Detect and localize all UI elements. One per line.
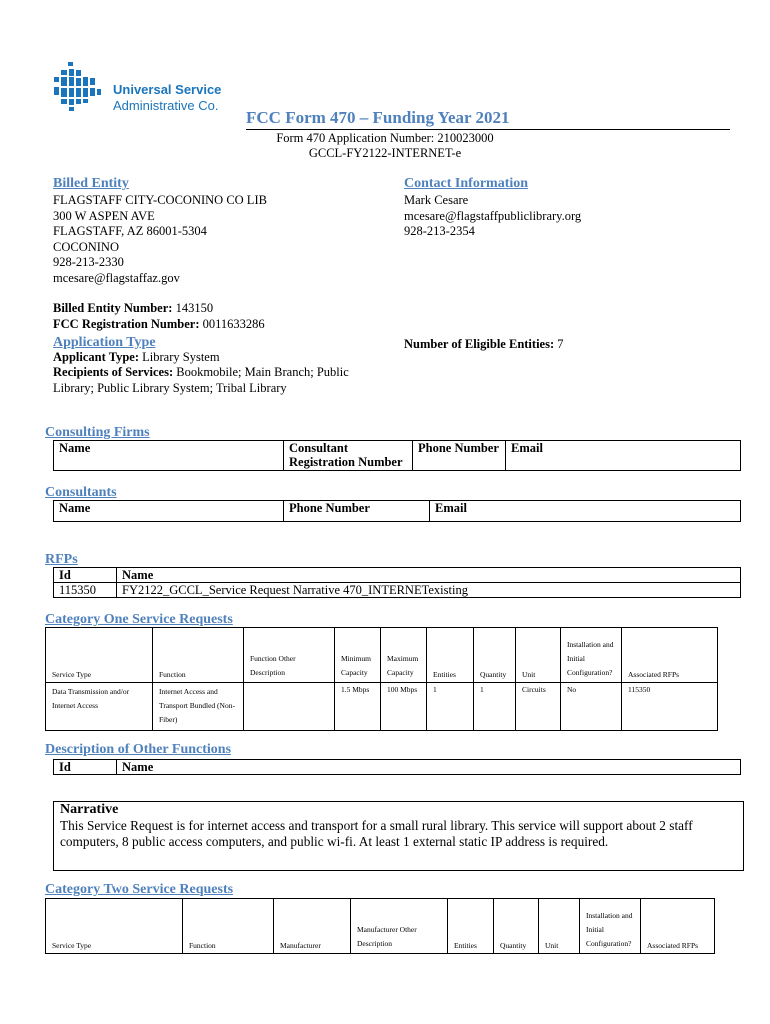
col-name: Name <box>54 501 284 522</box>
billed-entity-number-value: 143150 <box>175 301 214 315</box>
col-function: Function <box>153 628 244 683</box>
logo-line-1: Universal Service <box>113 82 222 97</box>
table-header-row <box>54 501 741 522</box>
installation-cell: No <box>561 683 622 731</box>
col-unit: Unit <box>539 899 580 954</box>
col-entities: Entities <box>448 899 494 954</box>
narrative-heading: Narrative <box>60 802 119 817</box>
billed-entity-address <box>53 193 267 286</box>
recipients-of-services <box>53 365 363 396</box>
col-name: Name <box>54 441 284 471</box>
billed-entity-number <box>53 301 213 317</box>
category-two-table <box>45 898 715 954</box>
col-installation: Installation and Initial Configuration? <box>580 899 641 954</box>
maximum-capacity-cell: 100 Mbps <box>381 683 427 731</box>
function-cell: Internet Access and Transport Bundled (Non-Fiber) <box>153 683 244 731</box>
applicant-type-label: Applicant Type: <box>53 350 140 364</box>
table-header-row <box>54 441 741 471</box>
billed-entity-email: mcesare@flagstaffaz.gov <box>53 270 180 285</box>
col-name: Name <box>117 568 741 583</box>
col-quantity: Quantity <box>494 899 539 954</box>
billed-entity-number-label: Billed Entity Number: <box>53 301 173 315</box>
contact-name: Mark Cesare <box>404 193 469 207</box>
recipients-value: Bookmobile; Main Branch; Public Library; Public Library System; Tribal Library <box>53 365 349 395</box>
col-unit: Unit <box>516 628 561 683</box>
col-manufacturer-other-description: Manufacturer Other Description <box>351 899 448 954</box>
rfps-heading: RFPs <box>45 552 78 567</box>
col-email: Email <box>430 501 741 522</box>
col-name: Name <box>117 760 741 775</box>
col-associated-rfps: Associated RFPs <box>641 899 715 954</box>
minimum-capacity-cell: 1.5 Mbps <box>335 683 381 731</box>
col-function: Function <box>183 899 274 954</box>
eligible-entities-value: 7 <box>557 337 564 351</box>
col-manufacturer: Manufacturer <box>274 899 351 954</box>
header-rule <box>246 129 730 130</box>
rfp-id-cell: 115350 <box>54 583 117 598</box>
function-other-cell <box>244 683 335 731</box>
eligible-entities <box>404 337 564 353</box>
category-two-heading: Category Two Service Requests <box>45 882 234 897</box>
narrative-box <box>53 801 744 871</box>
applicant-type <box>53 350 220 366</box>
usac-logo-mark-icon <box>50 60 106 116</box>
application-number: Form 470 Application Number: 210023000 <box>276 131 494 145</box>
consultants-table <box>53 500 741 522</box>
contact-email: mcesare@flagstaffpubliclibrary.org <box>404 208 582 223</box>
contact-phone: 928-213-2354 <box>404 224 475 238</box>
consulting-firms-heading: Consulting Firms <box>45 425 150 440</box>
billed-entity-street: 300 W ASPEN AVE <box>53 208 155 223</box>
billed-entity-city: FLAGSTAFF, AZ 86001-5304 <box>53 224 207 238</box>
fcc-registration-number <box>53 317 265 333</box>
fcc-registration-value: 0011633286 <box>202 317 265 331</box>
service-type-cell: Data Transmission and/or Internet Access <box>46 683 153 731</box>
contact-details <box>404 193 581 240</box>
col-email: Email <box>506 441 741 471</box>
col-installation: Installation and Initial Configuration? <box>561 628 622 683</box>
col-consultant-registration-number: Consultant Registration Number <box>284 441 413 471</box>
billed-entity-county: COCONINO <box>53 239 119 254</box>
billed-entity-heading: Billed Entity <box>53 176 129 191</box>
col-function-other-description: Function Other Description <box>244 628 335 683</box>
billed-entity-name: FLAGSTAFF CITY-COCONINO CO LIB <box>53 193 267 207</box>
narrative-text: This Service Request is for internet access and transport for a small rural library. This service will support about 2 staff computers, 8 public access computers, and public wi-fi. At least 1 external static IP address is required. <box>60 818 693 849</box>
form-title: FCC Form 470 – Funding Year 2021 <box>246 108 510 127</box>
other-functions-heading: Description of Other Functions <box>45 742 232 757</box>
table-row <box>46 683 718 731</box>
table-header-row <box>54 760 741 775</box>
application-type-heading: Application Type <box>53 335 156 350</box>
col-phone-number: Phone Number <box>413 441 506 471</box>
col-service-type: Service Type <box>46 899 183 954</box>
contact-heading: Contact Information <box>404 176 529 191</box>
table-header-row <box>46 899 715 954</box>
billed-entity-phone: 928-213-2330 <box>53 255 124 269</box>
associated-rfps-cell: 115350 <box>622 683 718 731</box>
col-maximum-capacity: Maximum Capacity <box>381 628 427 683</box>
category-one-table <box>45 627 718 731</box>
col-id: Id <box>54 568 117 583</box>
col-minimum-capacity: Minimum Capacity <box>335 628 381 683</box>
table-row <box>54 583 741 598</box>
col-service-type: Service Type <box>46 628 153 683</box>
usac-logo <box>50 60 240 120</box>
col-phone-number: Phone Number <box>284 501 430 522</box>
other-functions-table <box>53 759 741 775</box>
table-header-row <box>54 568 741 583</box>
logo-line-2: Administrative Co. <box>113 98 219 113</box>
fcc-registration-label: FCC Registration Number: <box>53 317 200 331</box>
consulting-firms-table <box>53 440 741 471</box>
rfp-name-cell: FY2122_GCCL_Service Request Narrative 470_INTERNETexisting <box>117 583 741 598</box>
table-header-row <box>46 628 718 683</box>
consultants-heading: Consultants <box>45 485 117 500</box>
col-quantity: Quantity <box>474 628 516 683</box>
col-entities: Entities <box>427 628 474 683</box>
col-id: Id <box>54 760 117 775</box>
applicant-type-value: Library System <box>142 350 220 364</box>
entities-cell: 1 <box>427 683 474 731</box>
recipients-label: Recipients of Services: <box>53 365 174 379</box>
application-nickname: GCCL-FY2122-INTERNET-e <box>308 146 462 160</box>
eligible-entities-label: Number of Eligible Entities: <box>404 337 555 351</box>
unit-cell: Circuits <box>516 683 561 731</box>
quantity-cell: 1 <box>474 683 516 731</box>
category-one-heading: Category One Service Requests <box>45 612 233 627</box>
rfps-table <box>53 567 741 598</box>
col-associated-rfps: Associated RFPs <box>622 628 718 683</box>
